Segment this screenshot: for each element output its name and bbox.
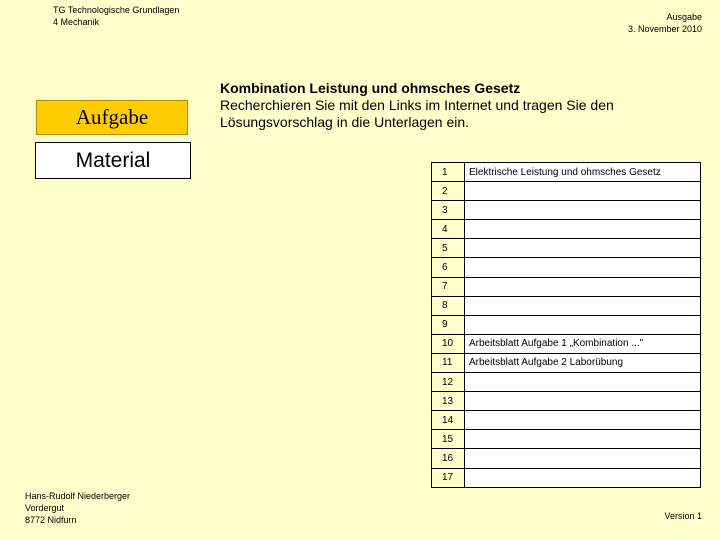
material-number: 15	[432, 430, 465, 449]
task-description	[220, 80, 690, 131]
material-number: 13	[432, 392, 465, 411]
material-number: 14	[432, 411, 465, 430]
material-row	[432, 468, 701, 487]
material-row	[432, 163, 701, 182]
author-name: Hans-Rudolf Niederberger	[25, 491, 131, 501]
material-row	[432, 373, 701, 392]
author-block	[25, 490, 130, 526]
material-row	[432, 353, 701, 372]
material-text	[465, 182, 701, 201]
material-number: 3	[432, 201, 465, 220]
material-text	[465, 468, 701, 487]
material-text	[465, 449, 701, 468]
task-title: Kombination Leistung und ohmsches Gesetz	[220, 80, 521, 96]
material-number: 17	[432, 468, 465, 487]
task-text-line2: Lösungsvorschlag in die Unterlagen ein.	[220, 114, 470, 130]
material-row	[432, 411, 701, 430]
material-row	[432, 315, 701, 334]
material-text	[465, 220, 701, 239]
material-table	[431, 162, 701, 488]
material-row	[432, 449, 701, 468]
material-number: 7	[432, 277, 465, 296]
edition-date: 3. November 2010	[627, 24, 702, 34]
material-row	[432, 239, 701, 258]
version-label: Version 1	[664, 511, 702, 521]
task-text-line1: Recherchieren Sie mit den Links im Internet und tragen Sie den	[220, 97, 614, 113]
material-text[interactable]: Elektrische Leistung und ohmsches Gesetz	[465, 163, 701, 182]
material-number: 16	[432, 449, 465, 468]
material-number: 11	[432, 353, 465, 372]
aufgabe-box: Aufgabe	[36, 100, 188, 135]
material-number: 10	[432, 334, 465, 353]
material-text	[465, 258, 701, 277]
material-row	[432, 182, 701, 201]
material-row	[432, 430, 701, 449]
edition-label: Ausgabe	[666, 12, 702, 22]
material-number: 5	[432, 239, 465, 258]
author-address: Vordergut	[25, 503, 65, 513]
material-row	[432, 258, 701, 277]
material-row	[432, 277, 701, 296]
material-row	[432, 334, 701, 353]
author-city: 8772 Nidfurn	[25, 515, 77, 525]
material-text	[465, 315, 701, 334]
material-text	[465, 277, 701, 296]
material-row	[432, 296, 701, 315]
material-text	[465, 296, 701, 315]
material-number: 12	[432, 373, 465, 392]
material-text	[465, 201, 701, 220]
material-number: 1	[432, 163, 465, 182]
material-text	[465, 430, 701, 449]
material-text[interactable]: Arbeitsblatt Aufgabe 1 „Kombination ..."	[465, 334, 701, 353]
course-subtitle: 4 Mechanik	[53, 17, 100, 27]
header-left	[53, 4, 179, 28]
material-row	[432, 201, 701, 220]
material-number: 8	[432, 296, 465, 315]
material-box: Material	[35, 142, 191, 179]
material-number: 4	[432, 220, 465, 239]
material-row	[432, 220, 701, 239]
material-number: 9	[432, 315, 465, 334]
material-text[interactable]: Arbeitsblatt Aufgabe 2 Laborübung	[465, 353, 701, 372]
material-text	[465, 373, 701, 392]
material-text	[465, 411, 701, 430]
material-row	[432, 392, 701, 411]
material-number: 6	[432, 258, 465, 277]
header-right	[628, 11, 702, 35]
course-title: TG Technologische Grundlagen	[53, 5, 180, 15]
material-text	[465, 392, 701, 411]
material-text	[465, 239, 701, 258]
material-number: 2	[432, 182, 465, 201]
